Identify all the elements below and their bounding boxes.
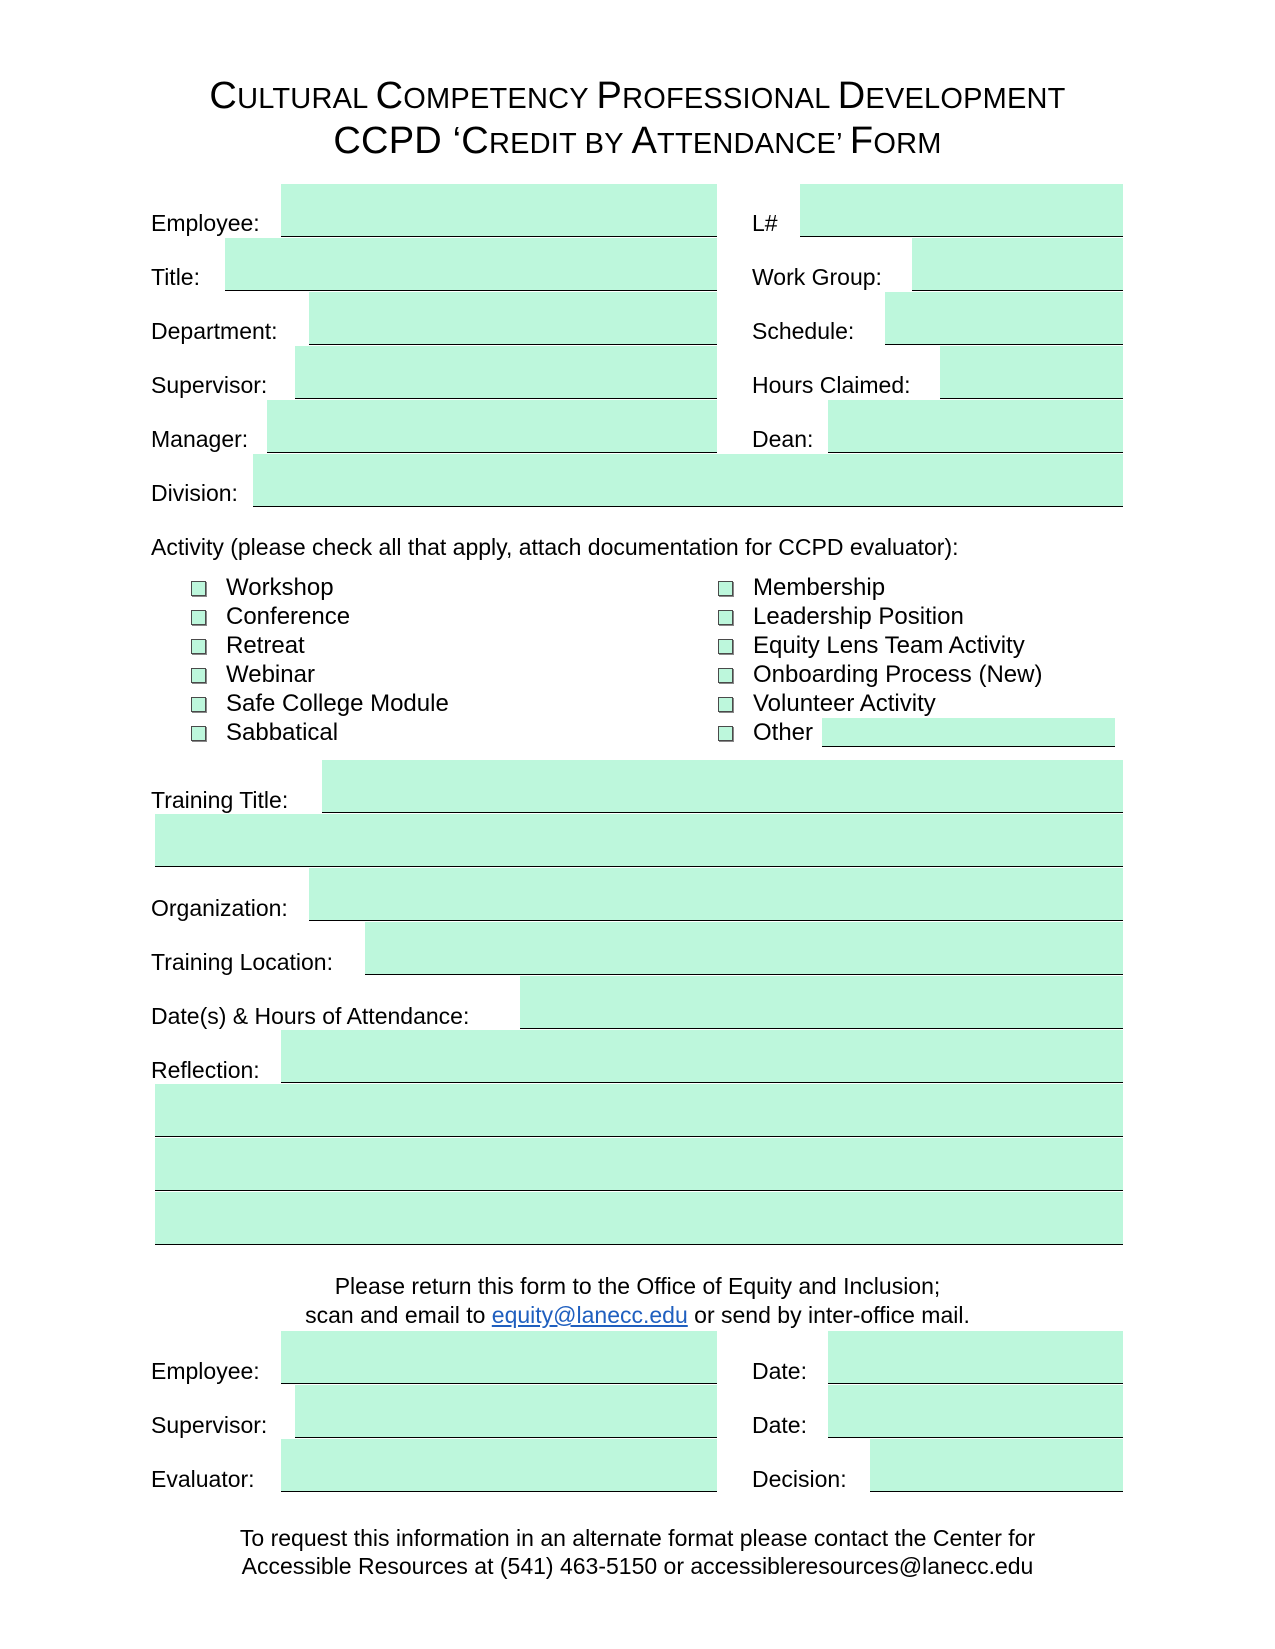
- return-note-pre: scan and email to: [305, 1302, 492, 1328]
- title1-cap-0: C: [209, 75, 238, 117]
- manager-label: Manager:: [151, 426, 249, 452]
- training-title-field-line2[interactable]: [155, 814, 1123, 867]
- title2-cap-0: C: [461, 120, 489, 162]
- training-title-label: Training Title:: [151, 787, 289, 813]
- other-label: Other: [753, 719, 814, 746]
- dates-hours-label: Date(s) & Hours of Attendance:: [151, 1003, 470, 1029]
- title2-rest-2: ORM: [873, 128, 942, 160]
- dean-label: Dean:: [752, 426, 814, 452]
- title1-cap-2: P: [596, 75, 623, 117]
- safe-college-module-label: Safe College Module: [226, 690, 449, 717]
- reflection-field-line2[interactable]: [155, 1084, 1123, 1137]
- equity-lens-team-activity-checkbox[interactable]: [718, 639, 733, 654]
- sig-employee-label: Employee:: [151, 1358, 260, 1384]
- webinar-label: Webinar: [226, 661, 315, 688]
- supervisor-field[interactable]: [295, 346, 717, 399]
- leadership-position-label: Leadership Position: [753, 603, 964, 630]
- employee-field[interactable]: [281, 184, 717, 237]
- schedule-label: Schedule:: [752, 318, 855, 344]
- sig-date2-label: Date:: [752, 1412, 807, 1438]
- return-note-line1: Please return this form to the Office of Equity and Inclusion;: [334, 1273, 941, 1299]
- sabbatical-checkbox[interactable]: [191, 726, 206, 741]
- workshop-checkbox[interactable]: [191, 581, 206, 596]
- title1-rest-2: ROFESSIONAL: [622, 83, 838, 115]
- retreat-checkbox[interactable]: [191, 639, 206, 654]
- activity-prompt: Activity (please check all that apply, attach documentation for CCPD evaluator):: [151, 534, 959, 560]
- department-field[interactable]: [309, 292, 717, 345]
- equity-email-link[interactable]: equity@lanecc.edu: [491, 1302, 688, 1328]
- title-line1-text: [209, 75, 1065, 117]
- hours-claimed-label: Hours Claimed:: [752, 372, 911, 398]
- title2-rest-1: TTENDANCE’: [657, 128, 850, 160]
- title2-rest-0: REDIT BY: [488, 128, 632, 160]
- volunteer-activity-checkbox[interactable]: [718, 697, 733, 712]
- form-title-line2: [0, 118, 1275, 167]
- reflection-label: Reflection:: [151, 1057, 260, 1083]
- sabbatical-label: Sabbatical: [226, 719, 339, 746]
- title-field[interactable]: [225, 238, 717, 291]
- title1-rest-0: ULTURAL: [237, 83, 376, 115]
- form-title-line1: [0, 73, 1275, 122]
- sig-evaluator-field[interactable]: [281, 1439, 717, 1492]
- title2-cap-1: A: [631, 120, 658, 162]
- schedule-field[interactable]: [885, 292, 1123, 345]
- footer-line2: Accessible Resources at (541) 463-5150 or accessibleresources@lanecc.edu: [241, 1553, 1034, 1579]
- reflection-field[interactable]: [281, 1030, 1123, 1083]
- title1-cap-1: C: [375, 75, 404, 117]
- reflection-field-line4[interactable]: [155, 1192, 1123, 1245]
- title1-rest-1: OMPETENCY: [403, 83, 597, 115]
- footer-line1: To request this information in an alternate format please contact the Center for: [239, 1525, 1036, 1551]
- organization-field[interactable]: [309, 868, 1123, 921]
- lnumber-field[interactable]: [800, 184, 1123, 237]
- workshop-label: Workshop: [226, 574, 334, 601]
- onboarding-process-checkbox[interactable]: [718, 668, 733, 683]
- volunteer-activity-label: Volunteer Activity: [753, 690, 936, 717]
- title-line2-text: [461, 120, 941, 162]
- membership-label: Membership: [753, 574, 886, 601]
- sig-date2-field[interactable]: [828, 1385, 1123, 1438]
- division-label: Division:: [151, 480, 238, 506]
- reflection-field-line3[interactable]: [155, 1138, 1123, 1191]
- organization-label: Organization:: [151, 895, 288, 921]
- sig-decision-field[interactable]: [870, 1439, 1123, 1492]
- sig-date1-label: Date:: [752, 1358, 807, 1384]
- other-activity-field[interactable]: [822, 718, 1115, 747]
- membership-checkbox[interactable]: [718, 581, 733, 596]
- title1-cap-3: D: [837, 75, 866, 117]
- sig-decision-label: Decision:: [752, 1466, 847, 1492]
- division-field[interactable]: [253, 454, 1123, 507]
- title-line2-prefix: CCPD ‘: [333, 120, 462, 162]
- return-note-post: or send by inter-office mail.: [687, 1302, 970, 1328]
- title1-rest-3: EVELOPMENT: [865, 83, 1066, 115]
- manager-field[interactable]: [267, 400, 717, 453]
- sig-supervisor-field[interactable]: [295, 1385, 717, 1438]
- leadership-position-checkbox[interactable]: [718, 610, 733, 625]
- retreat-label: Retreat: [226, 632, 305, 659]
- safe-college-module-checkbox[interactable]: [191, 697, 206, 712]
- training-title-field[interactable]: [322, 760, 1123, 813]
- dean-field[interactable]: [828, 400, 1123, 453]
- employee-label: Employee:: [151, 210, 260, 236]
- onboarding-process-label: Onboarding Process (New): [753, 661, 1043, 688]
- equity-lens-team-activity-label: Equity Lens Team Activity: [753, 632, 1025, 659]
- lnumber-label: L#: [752, 210, 778, 236]
- work-group-label: Work Group:: [752, 264, 882, 290]
- sig-date1-field[interactable]: [828, 1331, 1123, 1384]
- sig-evaluator-label: Evaluator:: [151, 1466, 255, 1492]
- training-location-label: Training Location:: [151, 949, 333, 975]
- conference-label: Conference: [226, 603, 351, 630]
- training-location-field[interactable]: [365, 922, 1123, 975]
- dates-hours-field[interactable]: [520, 976, 1123, 1029]
- return-note-line2: [0, 1301, 1275, 1329]
- supervisor-label: Supervisor:: [151, 372, 268, 398]
- other-checkbox[interactable]: [718, 726, 733, 741]
- title-label: Title:: [151, 264, 200, 290]
- title2-cap-2: F: [849, 120, 874, 162]
- department-label: Department:: [151, 318, 278, 344]
- sig-employee-field[interactable]: [281, 1331, 717, 1384]
- sig-supervisor-label: Supervisor:: [151, 1412, 268, 1438]
- webinar-checkbox[interactable]: [191, 668, 206, 683]
- conference-checkbox[interactable]: [191, 610, 206, 625]
- hours-claimed-field[interactable]: [940, 346, 1123, 399]
- work-group-field[interactable]: [912, 238, 1123, 291]
